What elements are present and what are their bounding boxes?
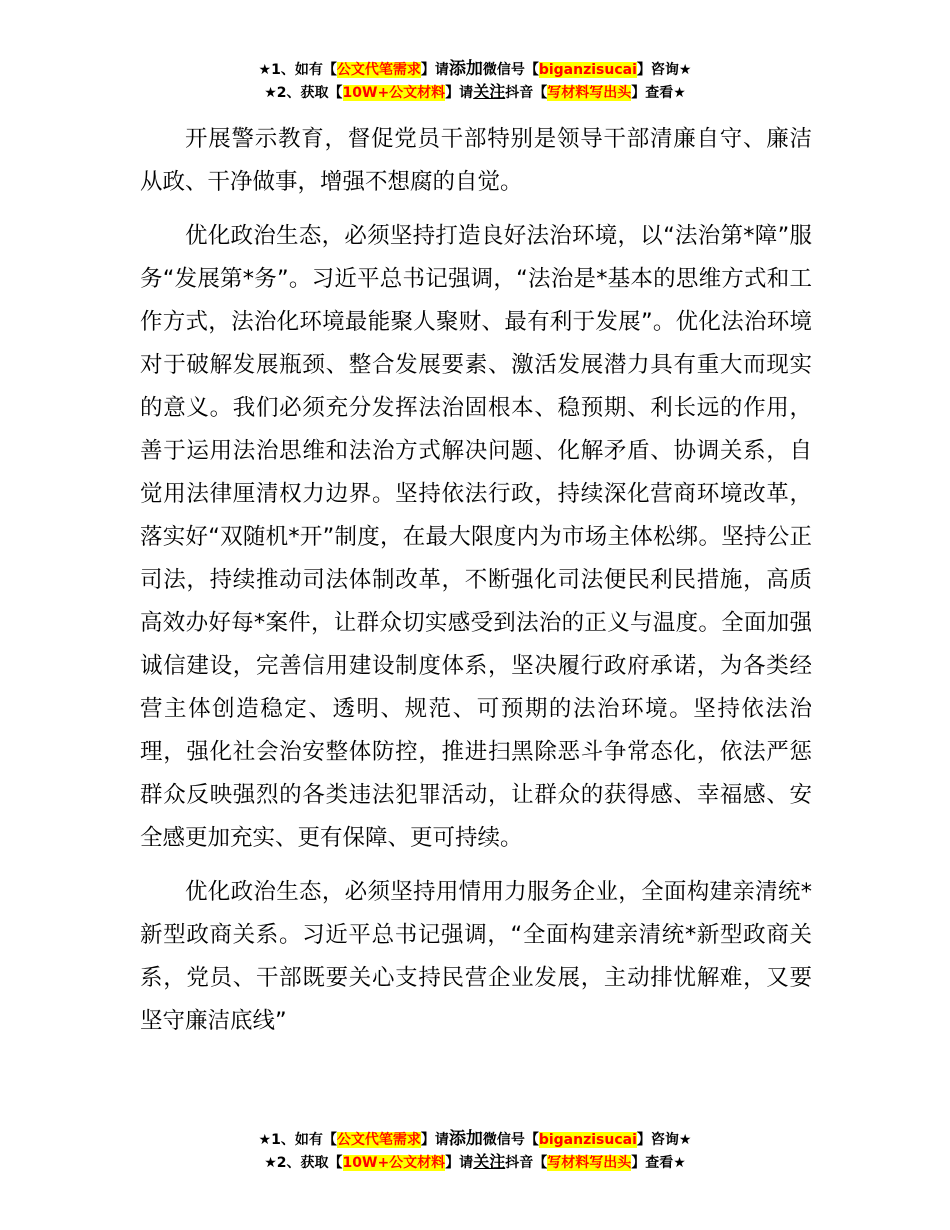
- ad-highlight-douyin-id: 写材料写出头: [547, 85, 632, 101]
- ad-emphasis-underlined: 关注: [473, 1152, 506, 1171]
- document-body: [140, 118, 812, 1054]
- ad-highlight-wechat-id: biganzisucai: [538, 62, 637, 78]
- ad-text: 抖音【: [505, 85, 548, 101]
- ad-text: 】咨询★: [636, 1132, 692, 1148]
- ad-emphasis: 添加: [448, 1129, 483, 1149]
- ad-highlight-materials: 10W+公文材料: [342, 85, 446, 101]
- ad-text: ★1、如有【: [258, 62, 337, 78]
- body-paragraph: 优化政治生态，必须坚持用情用力服务企业，全面构建亲清统*新型政商关系。习近平总书记强调，“全面构建亲清统*新型政商关系，党员、干部既要关心支持民营企业发展，主动排忧解难，又要坚守廉洁底线”: [140, 879, 812, 1034]
- footer-ad-line-1: [0, 1128, 950, 1151]
- ad-text: ★2、获取【: [264, 1155, 343, 1171]
- ad-text: 】请: [445, 85, 474, 101]
- body-paragraph: 开展警示教育，督促党员干部特别是领导干部清廉自守、廉洁从政、干净做事，增强不想腐的自觉。: [140, 126, 812, 195]
- ad-text: 】查看★: [631, 85, 686, 101]
- ad-highlight-service: 公文代笔需求: [336, 62, 421, 78]
- ad-text: 抖音【: [505, 1155, 548, 1171]
- header-ad-line-2: [0, 81, 950, 104]
- header-ad-line-1: [0, 58, 950, 81]
- footer-ad-line-2: [0, 1151, 950, 1174]
- ad-highlight-service: 公文代笔需求: [336, 1132, 421, 1148]
- ad-highlight-wechat-id: biganzisucai: [538, 1132, 637, 1148]
- ad-text: ★2、获取【: [264, 85, 343, 101]
- footer-ad-banner: [0, 1128, 950, 1174]
- header-ad-banner: [0, 58, 950, 104]
- body-paragraph: 优化政治生态，必须坚持打造良好法治环境，以“法治第*障”服务“发展第*务”。习近平总书记强调，“法治是*基本的思维方式和工作方式，法治化环境最能聚人聚财、最有利于发展”。优化法治环境对于破解发展瓶颈、整合发展要素、激活发展潜力具有重大而现实的意义。我们必须充分发挥法治固根本、稳预期、利长远的作用，善于运用法治思维和法治方式解决问题、化解矛盾、协调关系，自觉用法律厘清权力边界。坚持依法行政，持续深化营商环境改革，落实好“双随机*开”制度，在最大限度内为市场主体松绑。坚持公正司法，持续推动司法体制改革，不断强化司法便民利民措施，高质高效办好每*案件，让群众切实感受到法治的正义与温度。全面加强诚信建设，完善信用建设制度体系，坚决履行政府承诺，为各类经营主体创造稳定、透明、规范、可预期的法治环境。坚持依法治理，强化社会治安整体防控，推进扫黑除恶斗争常态化，依法严惩群众反映强烈的各类违法犯罪活动，让群众的获得感、幸福感、安全感更加充实、更有保障、更可持续。: [140, 223, 812, 851]
- ad-emphasis: 添加: [448, 59, 483, 79]
- ad-text: 】请: [420, 62, 449, 78]
- ad-text: 】咨询★: [636, 62, 692, 78]
- ad-emphasis-underlined: 关注: [473, 82, 506, 101]
- ad-text: 】请: [445, 1155, 474, 1171]
- ad-highlight-materials: 10W+公文材料: [342, 1155, 446, 1171]
- ad-highlight-douyin-id: 写材料写出头: [547, 1155, 632, 1171]
- ad-text: ★1、如有【: [258, 1132, 337, 1148]
- ad-text: 】请: [420, 1132, 449, 1148]
- ad-text: 】查看★: [631, 1155, 686, 1171]
- ad-text: 微信号【: [482, 62, 539, 78]
- ad-text: 微信号【: [482, 1132, 539, 1148]
